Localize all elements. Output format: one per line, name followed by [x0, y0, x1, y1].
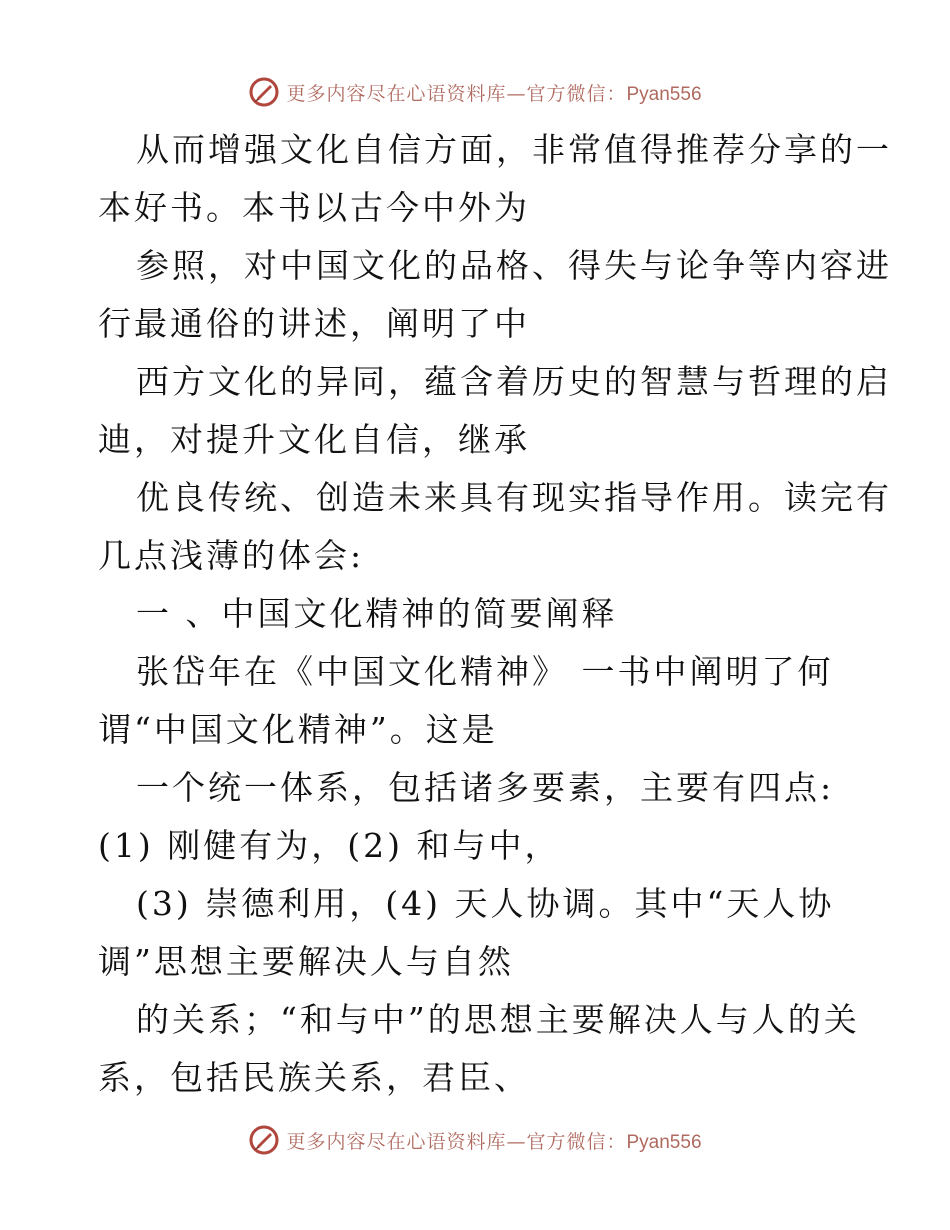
- text-line: 从而增强文化自信方面，非常值得推荐分享的一: [136, 130, 892, 169]
- text-line: (1) 刚健有为，(2) 和与中，: [98, 826, 561, 865]
- text-line: 本好书。本书以古今中外为: [98, 188, 530, 227]
- text-line: 谓“中国文化精神”。这是: [98, 710, 498, 749]
- text-line: 参照，对中国文化的品格、得失与论争等内容进: [136, 246, 892, 285]
- header-watermark-banner: [0, 72, 950, 112]
- footer-wechat-id: Pyan556: [626, 1131, 702, 1153]
- pen-logo-icon: [248, 76, 280, 108]
- header-banner-text: 更多内容尽在心语资料库—官方微信：Pyan556: [286, 82, 702, 105]
- text-line: 调”思想主要解决人与自然: [98, 942, 514, 981]
- text-line: 一个统一体系，包括诸多要素，主要有四点:: [136, 768, 835, 807]
- footer-watermark-banner: [0, 1120, 950, 1160]
- text-line: 迪，对提升文化自信，继承: [98, 420, 530, 459]
- text-line: (3) 崇德利用，(4) 天人协调。其中“天人协: [136, 884, 835, 923]
- footer-banner-text: 更多内容尽在心语资料库—官方微信：Pyan556: [286, 1130, 702, 1153]
- text-line: 的关系；“和与中”的思想主要解决人与人的关: [136, 1000, 860, 1039]
- text-line: 优良传统、创造未来具有现实指导作用。读完有: [136, 478, 892, 517]
- text-line: 系，包括民族关系，君臣、: [98, 1058, 530, 1097]
- header-wechat-id: Pyan556: [626, 83, 702, 105]
- text-line: 张岱年在《中国文化精神》 一书中阐明了何: [136, 652, 834, 691]
- text-line: 西方文化的异同，蕴含着历史的智慧与哲理的启: [136, 362, 892, 401]
- pen-logo-icon: [248, 1124, 280, 1156]
- section-heading: 一 、中国文化精神的简要阐释: [136, 594, 618, 633]
- text-line: 几点浅薄的体会:: [98, 536, 365, 575]
- text-line: 行最通俗的讲述，阐明了中: [98, 304, 530, 343]
